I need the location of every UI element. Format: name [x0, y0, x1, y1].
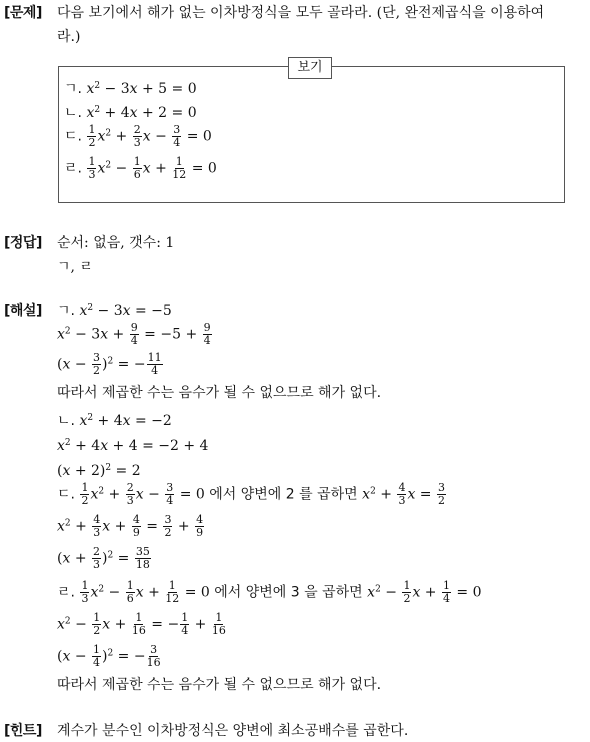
solution-c-step2: $x^2$ + $\frac{4}{3}$ x + $\frac{4}{9}$ = $\frac{3}{2}$ + $\frac{4}{9}$ [57, 513, 204, 539]
solution-c-step1: ㄷ. $\frac{1}{2}$ $x^2$ + $\frac{2}{3}$ x − $\frac{3}{4}$ = 0 에서 양변에 2 를 곱하면 $x^2$ + $\frac{4}{3}$ x = $\frac{3}{2}$ [57, 481, 445, 507]
problem-text-line1: 다음 보기에서 해가 없는 이차방정식을 모두 골라라. (단, 완전제곱식을 이용하여 [57, 5, 545, 21]
solution-c-step3: (x + $\frac{2}{3}$ )$^2$ = $\frac{35}{18}$ [57, 545, 150, 571]
solution-b-step2: $x^2 + 4x + 4 = -2 + 4$ [57, 438, 209, 454]
solution-d-step1: ㄹ. $\frac{1}{3}$ $x^2$ − $\frac{1}{6}$ x + $\frac{1}{12}$ = 0 에서 양변에 3 을 곱하면 $x^2$ − $\frac{1}{2}$ x + $\frac{1}{4}$ = 0 [57, 579, 482, 605]
solution-d-conclusion: 따라서 제곱한 수는 음수가 될 수 없으므로 해가 없다. [57, 677, 382, 693]
example-item-b: ㄴ. $x^2 + 4x + 2 = 0$ [64, 105, 197, 121]
solution-label: [해설] [4, 303, 42, 319]
answer-line2: ㄱ, ㄹ [57, 259, 93, 275]
example-item-d: ㄹ. $\frac{1}{3}$ $x^2$ − $\frac{1}{6}$ x + $\frac{1}{12}$ = 0 [64, 155, 217, 181]
hint-text: 계수가 분수인 이차방정식은 양변에 최소공배수를 곱한다. [57, 723, 409, 739]
example-item-a: ㄱ. $x^2 - 3x + 5 = 0$ [64, 81, 197, 97]
example-box-title: 보기 [288, 57, 332, 79]
answer-label: [정답] [4, 235, 42, 251]
problem-text-line2: 라.) [57, 29, 81, 45]
solution-d-step2: $x^2$ − $\frac{1}{2}$ x + $\frac{1}{16}$ = − $\frac{1}{4}$ + $\frac{1}{16}$ [57, 611, 226, 637]
solution-b-step3: $(x + 2)^2 = 2$ [57, 463, 141, 479]
solution-d-step3: (x − $\frac{1}{4}$ )$^2$ = − $\frac{3}{16}$ [57, 643, 161, 669]
solution-a-step2: $x^2 - 3x$ + $\frac{9}{4}$ = −5 + $\frac{9}{4}$ [57, 321, 211, 347]
example-item-c: ㄷ. $\frac{1}{2}$ $x^2$ + $\frac{2}{3}$ x − $\frac{3}{4}$ = 0 [64, 123, 212, 149]
solution-a-step3: (x − $\frac{3}{2}$ )$^2$ = − $\frac{11}{4}$ [57, 351, 162, 377]
solution-a-conclusion: 따라서 제곱한 수는 음수가 될 수 없으므로 해가 없다. [57, 385, 382, 401]
solution-b-step1: ㄴ. $x^2 + 4x = -2$ [57, 413, 172, 429]
answer-line1: 순서: 없음, 갯수: 1 [57, 235, 175, 251]
solution-a-step1: ㄱ. $x^2 - 3x = -5$ [57, 303, 172, 319]
problem-label: [문제] [4, 5, 42, 21]
hint-label: [힌트] [4, 723, 42, 739]
